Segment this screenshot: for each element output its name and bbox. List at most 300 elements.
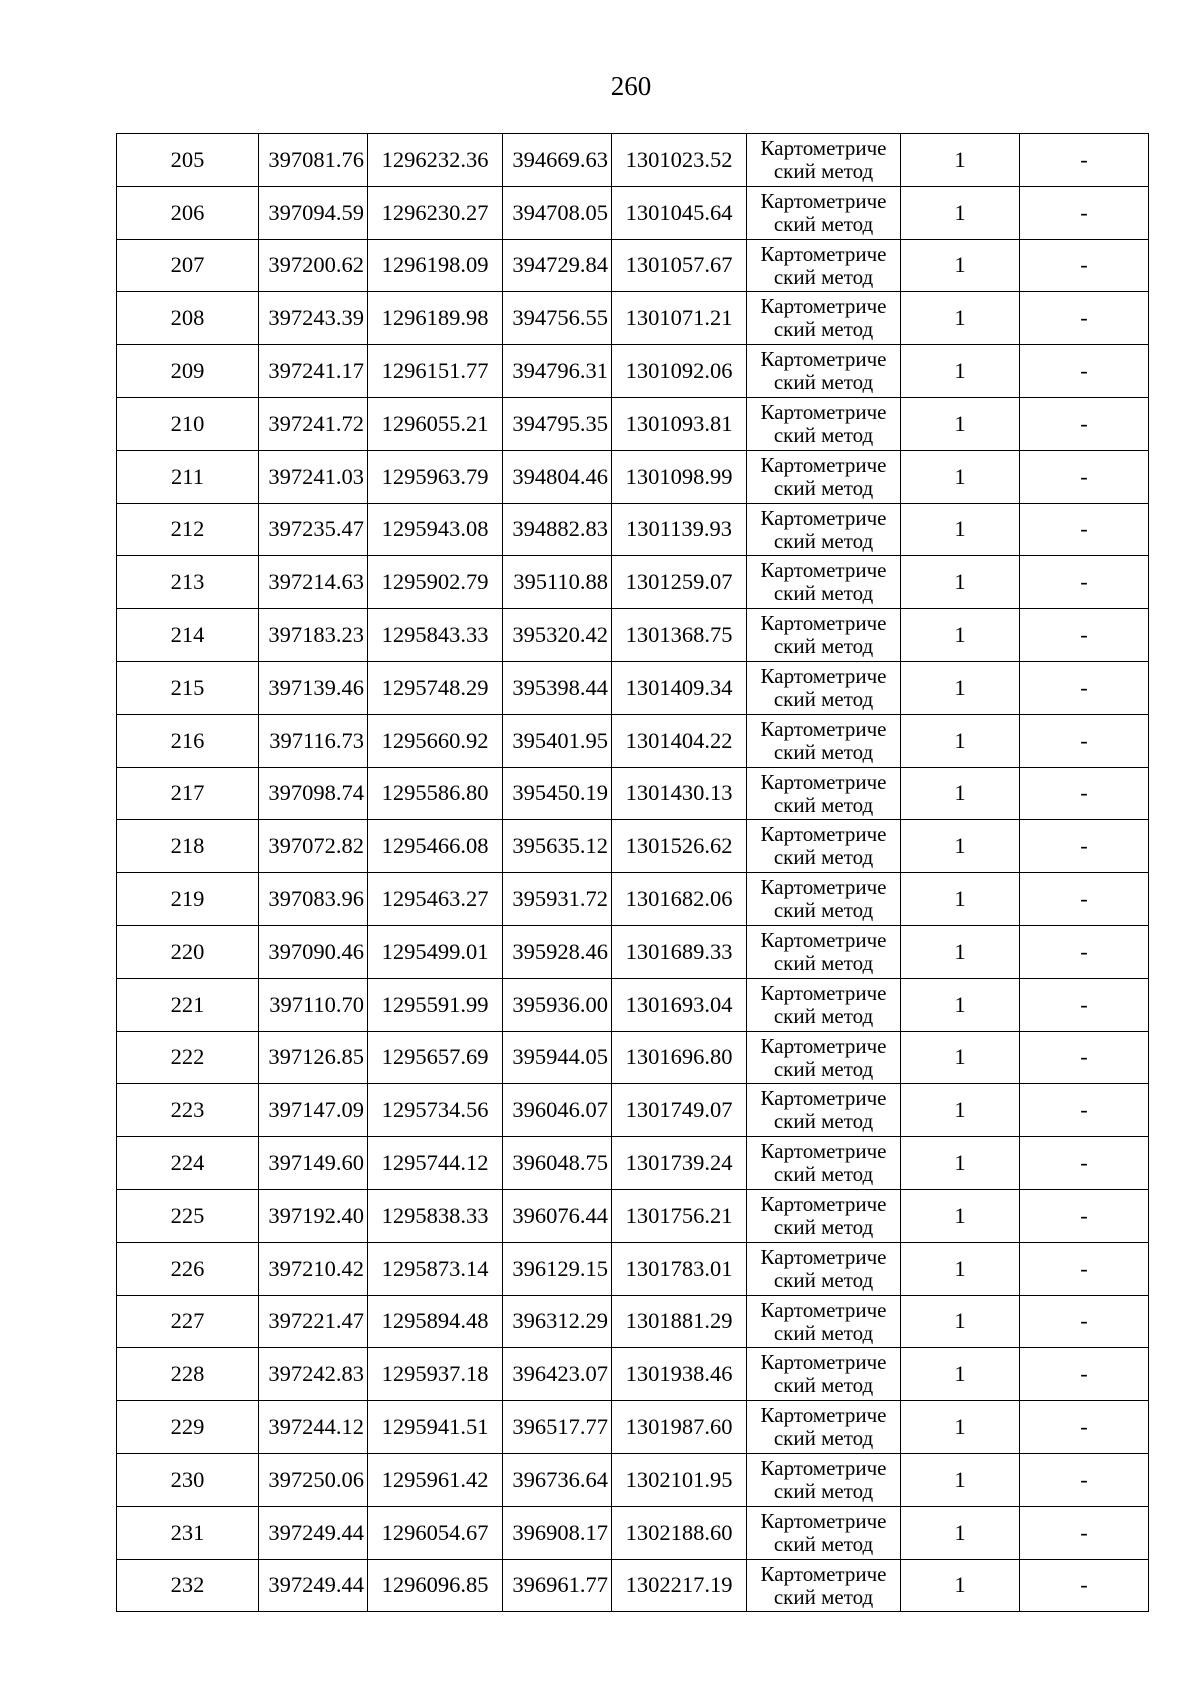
cell-accuracy: 1 (901, 556, 1020, 609)
cell-x2-coordinate: 395931.72 (503, 873, 612, 926)
cell-accuracy: 1 (901, 239, 1020, 292)
cell-y-coordinate: 1296054.67 (368, 1506, 503, 1559)
cell-y-coordinate: 1296230.27 (368, 186, 503, 239)
cell-x-coordinate: 397242.83 (259, 1348, 368, 1401)
cell-x-coordinate: 397200.62 (259, 239, 368, 292)
method-text-line2: ский метод (773, 792, 874, 817)
cell-y2-coordinate: 1301139.93 (612, 503, 747, 556)
cell-x-coordinate: 397116.73 (259, 714, 368, 767)
method-text-line2: ский метод (773, 1162, 874, 1187)
cell-point-number: 221 (117, 978, 259, 1031)
cell-method (747, 1031, 901, 1084)
cell-x2-coordinate: 394708.05 (503, 186, 612, 239)
cell-y2-coordinate: 1301682.06 (612, 873, 747, 926)
cell-method (747, 1506, 901, 1559)
cell-note: - (1020, 1348, 1149, 1401)
cell-y2-coordinate: 1301023.52 (612, 134, 747, 187)
cell-x-coordinate: 397126.85 (259, 1031, 368, 1084)
method-text-line2: ский метод (773, 1109, 874, 1134)
cell-note: - (1020, 661, 1149, 714)
cell-point-number: 224 (117, 1137, 259, 1190)
method-text-line2: ский метод (773, 1003, 874, 1028)
table-row (117, 1031, 1149, 1084)
cell-x-coordinate: 397139.46 (259, 661, 368, 714)
cell-accuracy: 1 (901, 292, 1020, 345)
cell-x2-coordinate: 396908.17 (503, 1506, 612, 1559)
cell-y2-coordinate: 1301693.04 (612, 978, 747, 1031)
cell-y2-coordinate: 1301098.99 (612, 450, 747, 503)
cell-accuracy: 1 (901, 134, 1020, 187)
cell-y-coordinate: 1295586.80 (368, 767, 503, 820)
cell-note: - (1020, 503, 1149, 556)
method-text-line1: Картометриче (760, 1244, 887, 1269)
cell-accuracy: 1 (901, 1348, 1020, 1401)
cell-y-coordinate: 1295466.08 (368, 820, 503, 873)
cell-x2-coordinate: 395928.46 (503, 925, 612, 978)
cell-x-coordinate: 397241.72 (259, 397, 368, 450)
method-text-line2: ский метод (773, 1267, 874, 1292)
cell-x2-coordinate: 396423.07 (503, 1348, 612, 1401)
table-row (117, 1137, 1149, 1190)
cell-note: - (1020, 1242, 1149, 1295)
cell-x2-coordinate: 395635.12 (503, 820, 612, 873)
cell-method (747, 1137, 901, 1190)
cell-note: - (1020, 714, 1149, 767)
method-text-line1: Картометриче (760, 1033, 887, 1058)
cell-method (747, 1401, 901, 1454)
cell-method (747, 873, 901, 926)
cell-point-number: 218 (117, 820, 259, 873)
cell-accuracy: 1 (901, 661, 1020, 714)
cell-y2-coordinate: 1301526.62 (612, 820, 747, 873)
cell-method (747, 609, 901, 662)
cell-x-coordinate: 397235.47 (259, 503, 368, 556)
cell-method (747, 714, 901, 767)
method-text-line1: Картометриче (760, 980, 887, 1005)
method-text-line1: Картометриче (760, 927, 887, 952)
cell-x2-coordinate: 394669.63 (503, 134, 612, 187)
method-text-line1: Картометриче (760, 452, 887, 477)
method-text-line2: ский метод (773, 317, 874, 342)
method-text-line1: Картометриче (760, 1403, 887, 1428)
method-text-line2: ский метод (773, 1056, 874, 1081)
cell-point-number: 225 (117, 1189, 259, 1242)
cell-accuracy: 1 (901, 1295, 1020, 1348)
cell-x2-coordinate: 395936.00 (503, 978, 612, 1031)
cell-y-coordinate: 1296055.21 (368, 397, 503, 450)
cell-x2-coordinate: 396048.75 (503, 1137, 612, 1190)
cell-note: - (1020, 556, 1149, 609)
cell-x-coordinate: 397083.96 (259, 873, 368, 926)
cell-point-number: 230 (117, 1453, 259, 1506)
cell-x-coordinate: 397110.70 (259, 978, 368, 1031)
cell-x2-coordinate: 395320.42 (503, 609, 612, 662)
cell-note: - (1020, 1506, 1149, 1559)
cell-y-coordinate: 1295943.08 (368, 503, 503, 556)
cell-point-number: 226 (117, 1242, 259, 1295)
table-row (117, 450, 1149, 503)
cell-y-coordinate: 1296198.09 (368, 239, 503, 292)
cell-y2-coordinate: 1301739.24 (612, 1137, 747, 1190)
method-text-line1: Картометриче (760, 822, 887, 847)
method-text-line2: ский метод (773, 634, 874, 659)
page-number: 260 (610, 71, 652, 101)
cell-y2-coordinate: 1301756.21 (612, 1189, 747, 1242)
cell-method (747, 292, 901, 345)
table-row (117, 1242, 1149, 1295)
cell-method (747, 556, 901, 609)
cell-point-number: 232 (117, 1559, 259, 1612)
method-text-line2: ский метод (773, 1426, 874, 1451)
cell-y2-coordinate: 1302101.95 (612, 1453, 747, 1506)
table-row (117, 925, 1149, 978)
cell-x2-coordinate: 395398.44 (503, 661, 612, 714)
cell-method (747, 1189, 901, 1242)
method-text-line2: ский метод (773, 581, 874, 606)
method-text-line2: ский метод (773, 1478, 874, 1503)
method-text-line2: ский метод (773, 845, 874, 870)
method-text-line1: Картометриче (760, 505, 887, 530)
method-text-line2: ский метод (773, 898, 874, 923)
cell-y-coordinate: 1295961.42 (368, 1453, 503, 1506)
cell-y-coordinate: 1295660.92 (368, 714, 503, 767)
cell-y-coordinate: 1295463.27 (368, 873, 503, 926)
table-row (117, 239, 1149, 292)
method-text-line1: Картометриче (760, 241, 887, 266)
cell-method (747, 767, 901, 820)
cell-note: - (1020, 820, 1149, 873)
table-row (117, 345, 1149, 398)
cell-y-coordinate: 1296189.98 (368, 292, 503, 345)
cell-y-coordinate: 1296151.77 (368, 345, 503, 398)
cell-x2-coordinate: 396736.64 (503, 1453, 612, 1506)
cell-accuracy: 1 (901, 1453, 1020, 1506)
cell-accuracy: 1 (901, 1559, 1020, 1612)
cell-y-coordinate: 1296232.36 (368, 134, 503, 187)
cell-y-coordinate: 1295902.79 (368, 556, 503, 609)
cell-method (747, 1453, 901, 1506)
cell-x2-coordinate: 394756.55 (503, 292, 612, 345)
method-text-line2: ский метод (773, 475, 874, 500)
table-row (117, 873, 1149, 926)
cell-x-coordinate: 397243.39 (259, 292, 368, 345)
cell-method (747, 978, 901, 1031)
cell-point-number: 213 (117, 556, 259, 609)
cell-accuracy: 1 (901, 1031, 1020, 1084)
table-row (117, 134, 1149, 187)
cell-y2-coordinate: 1301404.22 (612, 714, 747, 767)
cell-y-coordinate: 1295941.51 (368, 1401, 503, 1454)
cell-y2-coordinate: 1301938.46 (612, 1348, 747, 1401)
cell-x2-coordinate: 394804.46 (503, 450, 612, 503)
cell-x2-coordinate: 395944.05 (503, 1031, 612, 1084)
cell-point-number: 207 (117, 239, 259, 292)
cell-y2-coordinate: 1301783.01 (612, 1242, 747, 1295)
cell-note: - (1020, 873, 1149, 926)
cell-y-coordinate: 1295873.14 (368, 1242, 503, 1295)
cell-x2-coordinate: 396961.77 (503, 1559, 612, 1612)
cell-point-number: 210 (117, 397, 259, 450)
cell-note: - (1020, 1084, 1149, 1137)
cell-x-coordinate: 397192.40 (259, 1189, 368, 1242)
cell-accuracy: 1 (901, 186, 1020, 239)
method-text-line1: Картометриче (760, 769, 887, 794)
cell-method (747, 345, 901, 398)
cell-x2-coordinate: 394795.35 (503, 397, 612, 450)
cell-method (747, 1242, 901, 1295)
cell-x-coordinate: 397149.60 (259, 1137, 368, 1190)
cell-accuracy: 1 (901, 450, 1020, 503)
cell-method (747, 239, 901, 292)
cell-note: - (1020, 134, 1149, 187)
cell-x2-coordinate: 395450.19 (503, 767, 612, 820)
cell-y2-coordinate: 1301689.33 (612, 925, 747, 978)
cell-x-coordinate: 397183.23 (259, 609, 368, 662)
coordinates-table (116, 133, 1149, 1612)
cell-point-number: 222 (117, 1031, 259, 1084)
cell-x2-coordinate: 395401.95 (503, 714, 612, 767)
method-text-line1: Картометриче (760, 663, 887, 688)
cell-point-number: 212 (117, 503, 259, 556)
cell-note: - (1020, 239, 1149, 292)
cell-y-coordinate: 1295591.99 (368, 978, 503, 1031)
table-body (117, 134, 1149, 1612)
table-row (117, 1295, 1149, 1348)
method-text-line1: Картометриче (760, 1191, 887, 1216)
cell-y2-coordinate: 1301045.64 (612, 186, 747, 239)
cell-point-number: 216 (117, 714, 259, 767)
cell-x-coordinate: 397241.17 (259, 345, 368, 398)
cell-x-coordinate: 397249.44 (259, 1506, 368, 1559)
cell-accuracy: 1 (901, 397, 1020, 450)
method-text-line2: ский метод (773, 1214, 874, 1239)
table-row (117, 767, 1149, 820)
table-row (117, 1559, 1149, 1612)
cell-y2-coordinate: 1302217.19 (612, 1559, 747, 1612)
cell-y-coordinate: 1295499.01 (368, 925, 503, 978)
method-text-line1: Картометриче (760, 294, 887, 319)
cell-x-coordinate: 397214.63 (259, 556, 368, 609)
method-text-line2: ский метод (773, 1373, 874, 1398)
method-text-line1: Картометриче (760, 1455, 887, 1480)
method-text-line2: ский метод (773, 1531, 874, 1556)
cell-accuracy: 1 (901, 820, 1020, 873)
cell-accuracy: 1 (901, 345, 1020, 398)
cell-note: - (1020, 186, 1149, 239)
cell-y2-coordinate: 1301881.29 (612, 1295, 747, 1348)
cell-accuracy: 1 (901, 609, 1020, 662)
cell-y2-coordinate: 1301259.07 (612, 556, 747, 609)
cell-point-number: 206 (117, 186, 259, 239)
cell-point-number: 217 (117, 767, 259, 820)
table-row (117, 397, 1149, 450)
method-text-line2: ский метод (773, 211, 874, 236)
cell-point-number: 209 (117, 345, 259, 398)
cell-method (747, 1084, 901, 1137)
cell-accuracy: 1 (901, 873, 1020, 926)
cell-note: - (1020, 767, 1149, 820)
cell-x-coordinate: 397081.76 (259, 134, 368, 187)
cell-y2-coordinate: 1301409.34 (612, 661, 747, 714)
method-text-line2: ский метод (773, 686, 874, 711)
cell-accuracy: 1 (901, 767, 1020, 820)
cell-y2-coordinate: 1301368.75 (612, 609, 747, 662)
method-text-line1: Картометриче (760, 558, 887, 583)
table-row (117, 820, 1149, 873)
method-text-line1: Картометриче (760, 716, 887, 741)
table-row (117, 556, 1149, 609)
table-row (117, 1506, 1149, 1559)
method-text-line1: Картометриче (760, 347, 887, 372)
cell-method (747, 661, 901, 714)
cell-point-number: 223 (117, 1084, 259, 1137)
cell-point-number: 205 (117, 134, 259, 187)
cell-point-number: 208 (117, 292, 259, 345)
method-text-line1: Картометриче (760, 1297, 887, 1322)
cell-y-coordinate: 1295744.12 (368, 1137, 503, 1190)
cell-point-number: 231 (117, 1506, 259, 1559)
cell-x2-coordinate: 394796.31 (503, 345, 612, 398)
cell-x-coordinate: 397147.09 (259, 1084, 368, 1137)
table-row (117, 292, 1149, 345)
method-text-line1: Картометриче (760, 1561, 887, 1586)
cell-method (747, 450, 901, 503)
cell-accuracy: 1 (901, 714, 1020, 767)
cell-point-number: 211 (117, 450, 259, 503)
cell-note: - (1020, 397, 1149, 450)
cell-y-coordinate: 1295894.48 (368, 1295, 503, 1348)
cell-x-coordinate: 397241.03 (259, 450, 368, 503)
table-row (117, 1453, 1149, 1506)
cell-point-number: 219 (117, 873, 259, 926)
table-row (117, 1084, 1149, 1137)
cell-point-number: 227 (117, 1295, 259, 1348)
cell-method (747, 1348, 901, 1401)
cell-y-coordinate: 1295657.69 (368, 1031, 503, 1084)
cell-x-coordinate: 397098.74 (259, 767, 368, 820)
cell-method (747, 925, 901, 978)
cell-x2-coordinate: 394882.83 (503, 503, 612, 556)
cell-x-coordinate: 397244.12 (259, 1401, 368, 1454)
table-row (117, 1401, 1149, 1454)
cell-accuracy: 1 (901, 925, 1020, 978)
cell-y2-coordinate: 1301092.06 (612, 345, 747, 398)
cell-note: - (1020, 1189, 1149, 1242)
cell-note: - (1020, 925, 1149, 978)
method-text-line1: Картометриче (760, 1086, 887, 1111)
cell-y-coordinate: 1295838.33 (368, 1189, 503, 1242)
cell-y-coordinate: 1296096.85 (368, 1559, 503, 1612)
cell-y2-coordinate: 1301093.81 (612, 397, 747, 450)
cell-accuracy: 1 (901, 1401, 1020, 1454)
method-text-line1: Картометриче (760, 188, 887, 213)
cell-y2-coordinate: 1301987.60 (612, 1401, 747, 1454)
cell-point-number: 229 (117, 1401, 259, 1454)
cell-note: - (1020, 1453, 1149, 1506)
cell-note: - (1020, 1559, 1149, 1612)
cell-method (747, 820, 901, 873)
cell-method (747, 1559, 901, 1612)
method-text-line2: ский метод (773, 950, 874, 975)
cell-x-coordinate: 397090.46 (259, 925, 368, 978)
cell-y2-coordinate: 1301696.80 (612, 1031, 747, 1084)
method-text-line2: ский метод (773, 370, 874, 395)
cell-accuracy: 1 (901, 503, 1020, 556)
cell-method (747, 1295, 901, 1348)
cell-x2-coordinate: 396517.77 (503, 1401, 612, 1454)
cell-method (747, 397, 901, 450)
table-row (117, 714, 1149, 767)
cell-y-coordinate: 1295748.29 (368, 661, 503, 714)
cell-accuracy: 1 (901, 1506, 1020, 1559)
cell-point-number: 215 (117, 661, 259, 714)
method-text-line1: Картометриче (760, 1350, 887, 1375)
cell-x2-coordinate: 396129.15 (503, 1242, 612, 1295)
method-text-line1: Картометриче (760, 136, 887, 160)
cell-x2-coordinate: 394729.84 (503, 239, 612, 292)
cell-x2-coordinate: 396312.29 (503, 1295, 612, 1348)
cell-y2-coordinate: 1301749.07 (612, 1084, 747, 1137)
method-text-line1: Картометриче (760, 399, 887, 424)
cell-y-coordinate: 1295843.33 (368, 609, 503, 662)
method-text-line1: Картометриче (760, 1508, 887, 1533)
method-text-line2: ский метод (773, 1320, 874, 1345)
cell-x-coordinate: 397221.47 (259, 1295, 368, 1348)
method-text-line1: Картометриче (760, 875, 887, 900)
table-row (117, 1348, 1149, 1401)
cell-accuracy: 1 (901, 1242, 1020, 1295)
cell-method (747, 134, 901, 187)
table-row (117, 503, 1149, 556)
table-row (117, 1189, 1149, 1242)
cell-note: - (1020, 1401, 1149, 1454)
method-text-line1: Картометриче (760, 1139, 887, 1164)
cell-x-coordinate: 397210.42 (259, 1242, 368, 1295)
method-text-line2: ский метод (773, 264, 874, 289)
cell-y2-coordinate: 1301071.21 (612, 292, 747, 345)
method-text-line2: ский метод (773, 739, 874, 764)
cell-note: - (1020, 609, 1149, 662)
cell-point-number: 228 (117, 1348, 259, 1401)
cell-x-coordinate: 397072.82 (259, 820, 368, 873)
table-row (117, 661, 1149, 714)
cell-accuracy: 1 (901, 1084, 1020, 1137)
cell-y-coordinate: 1295937.18 (368, 1348, 503, 1401)
cell-x2-coordinate: 396076.44 (503, 1189, 612, 1242)
cell-x-coordinate: 397250.06 (259, 1453, 368, 1506)
cell-note: - (1020, 345, 1149, 398)
cell-x-coordinate: 397249.44 (259, 1559, 368, 1612)
cell-x-coordinate: 397094.59 (259, 186, 368, 239)
table-row (117, 186, 1149, 239)
cell-accuracy: 1 (901, 1189, 1020, 1242)
cell-y-coordinate: 1295963.79 (368, 450, 503, 503)
method-text-line2: ский метод (773, 422, 874, 447)
cell-note: - (1020, 1295, 1149, 1348)
cell-y2-coordinate: 1301057.67 (612, 239, 747, 292)
cell-accuracy: 1 (901, 978, 1020, 1031)
method-text-line2: ский метод (773, 1584, 874, 1609)
cell-note: - (1020, 1031, 1149, 1084)
cell-y-coordinate: 1295734.56 (368, 1084, 503, 1137)
table-row (117, 978, 1149, 1031)
method-text-line1: Картометриче (760, 611, 887, 636)
cell-x2-coordinate: 395110.88 (503, 556, 612, 609)
cell-method (747, 186, 901, 239)
cell-point-number: 214 (117, 609, 259, 662)
method-text-line2: ский метод (773, 159, 874, 183)
cell-note: - (1020, 292, 1149, 345)
